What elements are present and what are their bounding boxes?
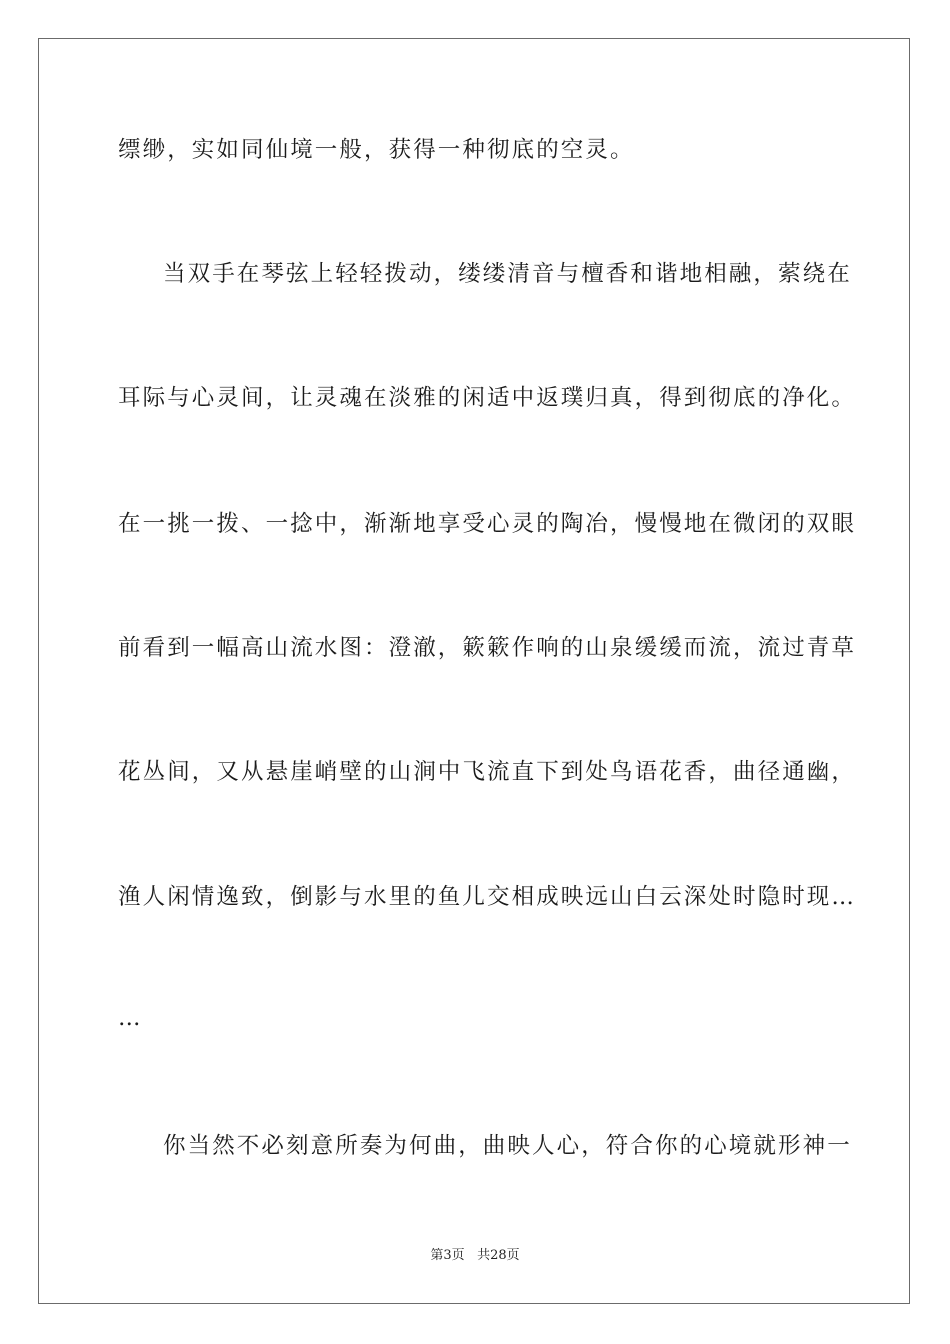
page-number: 第3页 <box>430 1248 465 1263</box>
body-line-8: … <box>118 1005 143 1031</box>
body-line-7: 渔人闲情逸致，倒影与水里的鱼儿交相成映远山白云深处时隐时现… <box>118 884 857 910</box>
body-line-1: 缥缈，实如同仙境一般，获得一种彻底的空灵。 <box>118 137 635 163</box>
body-line-2: 当双手在琴弦上轻轻拨动，缕缕清音与檀香和谐地相融，萦绕在 <box>163 261 852 287</box>
page-border <box>38 38 910 1304</box>
body-line-4: 在一挑一拨、一捻中，渐渐地享受心灵的陶冶，慢慢地在微闭的双眼 <box>118 511 857 537</box>
body-line-6: 花丛间，又从悬崖峭壁的山涧中飞流直下到处鸟语花香，曲径通幽， <box>118 759 857 785</box>
body-line-5: 前看到一幅高山流水图：澄澈，簌簌作响的山泉缓缓而流，流过青草 <box>118 635 857 661</box>
body-line-9: 你当然不必刻意所奏为何曲，曲映人心，符合你的心境就形神一 <box>163 1133 852 1159</box>
page-footer <box>0 1247 950 1265</box>
page-total: 共28页 <box>477 1248 520 1263</box>
body-line-3: 耳际与心灵间，让灵魂在淡雅的闲适中返璞归真，得到彻底的净化。 <box>118 385 857 411</box>
